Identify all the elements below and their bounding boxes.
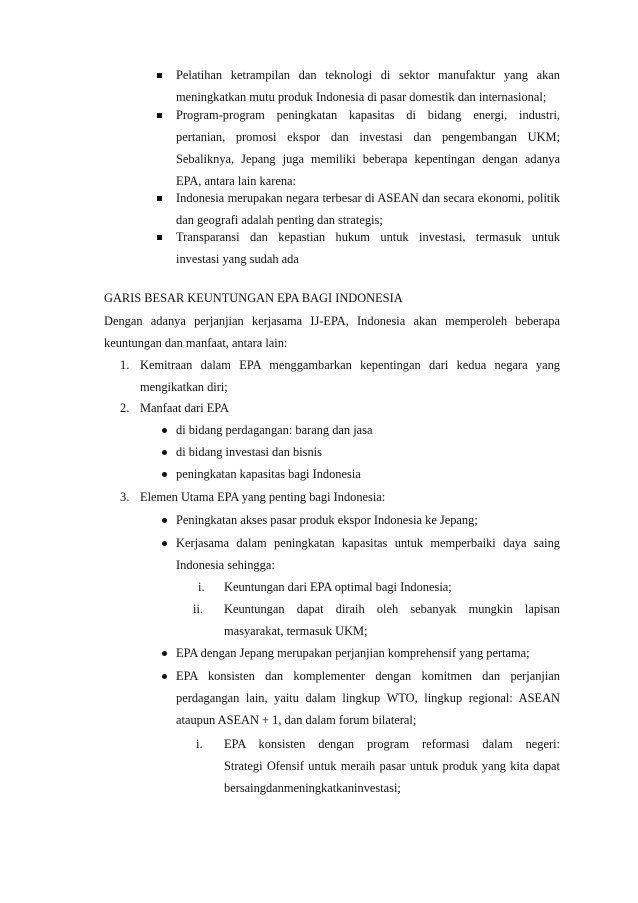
intro-line: keuntungan dan manfaat, antara lain:	[104, 336, 288, 350]
round-bullet-icon	[162, 428, 167, 433]
list-number: 1.	[120, 358, 130, 372]
list-number: 3.	[120, 490, 130, 504]
numbered-item-line: Kemitraan dalam EPA menggambarkan kepentingan dari kedua negara yang	[140, 358, 560, 372]
numbered-item-line: mengikatkan diri;	[140, 380, 228, 394]
intro-line: Dengan adanya perjanjian kerjasama IJ-EPA, Indonesia akan memperoleh beberapa	[104, 314, 560, 328]
list-item-line: Program-program peningkatan kapasitas di bidang energi, industri,	[176, 108, 560, 122]
list-item-line: Sebaliknya, Jepang juga memiliki beberapa kepentingan dengan adanya	[176, 152, 560, 166]
list-item-line: EPA, antara lain karena:	[176, 174, 296, 188]
round-bullet-icon	[162, 472, 167, 477]
square-bullet-icon	[157, 235, 162, 240]
round-bullet-icon	[162, 541, 167, 546]
list-item-line: Transparansi dan kepastian hukum untuk investasi, termasuk untuk	[176, 230, 560, 244]
round-bullet-icon	[162, 651, 167, 656]
bullet-item: peningkatan kapasitas bagi Indonesia	[176, 467, 361, 481]
bullet-item-line: perdagangan lain, yaitu dalam lingkup WTO, lingkup regional: ASEAN	[176, 691, 560, 705]
roman-item: Keuntungan dari EPA optimal bagi Indonesia;	[224, 580, 452, 594]
square-bullet-icon	[157, 196, 162, 201]
roman-number: i.	[196, 737, 203, 751]
list-item-line: meningkatkan mutu produk Indonesia di pasar domestik dan internasional;	[176, 90, 547, 104]
roman-item-line: Strategi Ofensif untuk meraih pasar untuk produk yang kita dapat	[224, 759, 560, 773]
section-heading: GARIS BESAR KEUNTUNGAN EPA BAGI INDONESIA	[104, 291, 403, 305]
bullet-item-line: Indonesia sehingga:	[176, 558, 275, 572]
list-item-line: pertanian, promosi ekspor dan investasi dan pengembangan UKM;	[176, 130, 560, 144]
round-bullet-icon	[162, 450, 167, 455]
roman-item-line: EPA konsisten dengan program reformasi dalam negeri:	[224, 737, 560, 751]
bullet-item-line: EPA konsisten dan komplementer dengan komitmen dan perjanjian	[176, 669, 560, 683]
roman-item-line: masyarakat, termasuk UKM;	[224, 624, 368, 638]
list-item-line: Indonesia merupakan negara terbesar di ASEAN dan secara ekonomi, politik	[176, 191, 560, 205]
roman-item-line: Keuntungan dapat diraih oleh sebanyak mungkin lapisan	[224, 602, 560, 616]
list-number: 2.	[120, 401, 130, 415]
numbered-item-label: Manfaat dari EPA	[140, 401, 230, 415]
bullet-item: EPA dengan Jepang merupakan perjanjian komprehensif yang pertama;	[176, 646, 530, 660]
bullet-item: Peningkatan akses pasar produk ekspor Indonesia ke Jepang;	[176, 513, 478, 527]
numbered-item-label: Elemen Utama EPA yang penting bagi Indonesia:	[140, 490, 386, 504]
square-bullet-icon	[157, 73, 162, 78]
roman-item-line: bersaingdanmeningkatkaninvestasi;	[224, 781, 401, 795]
round-bullet-icon	[162, 518, 167, 523]
roman-number: i.	[198, 580, 205, 594]
list-item-line: investasi yang sudah ada	[176, 252, 299, 266]
list-item-line: Pelatihan ketrampilan dan teknologi di sektor manufaktur yang akan	[176, 68, 560, 82]
bullet-item: di bidang perdagangan: barang dan jasa	[176, 423, 373, 437]
roman-number: ii.	[193, 602, 203, 616]
bullet-item: di bidang investasi dan bisnis	[176, 445, 322, 459]
bullet-item-line: ataupun ASEAN + 1, dan dalam forum bilateral;	[176, 713, 417, 727]
round-bullet-icon	[162, 674, 167, 679]
list-item-line: dan geografi adalah penting dan strategis;	[176, 213, 383, 227]
bullet-item-line: Kerjasama dalam peningkatan kapasitas untuk memperbaiki daya saing	[176, 536, 560, 550]
square-bullet-icon	[157, 113, 162, 118]
